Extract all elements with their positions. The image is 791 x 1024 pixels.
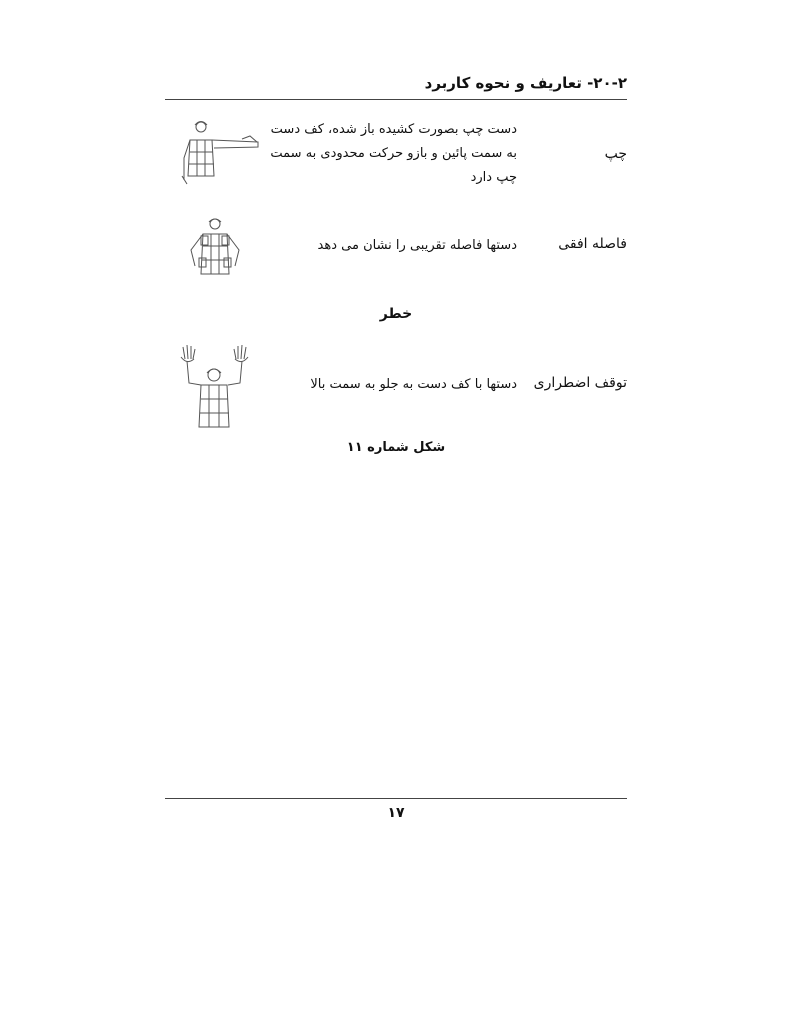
- header-divider: [165, 99, 627, 100]
- signal-term: توقف اضطراری: [533, 375, 627, 391]
- horizontal-distance-person-icon: [185, 216, 245, 280]
- signal-row-emergency-stop: [165, 345, 627, 435]
- footer-divider: [165, 798, 627, 799]
- figure-caption: شکل شماره ۱۱: [346, 440, 446, 455]
- signal-description: دستها با کف دست به جلو به سمت بالا: [310, 377, 517, 392]
- signal-description: دست چپ بصورت کشیده باز شده، کف دست به سمت پائین و بازو حرکت محدودی به سمت چپ دارد: [270, 122, 517, 185]
- page-header-title: ۲۰-۲- تعاریف و نحوه کاربرد: [424, 74, 627, 92]
- signal-description: دستها فاصله تقریبی را نشان می دهد: [317, 238, 517, 253]
- left-signal-person-icon: [170, 118, 265, 188]
- signal-row-horizontal-distance: [165, 212, 627, 282]
- emergency-stop-person-icon: [177, 345, 252, 431]
- signal-term: فاصله افقی: [558, 236, 627, 252]
- section-title-danger: خطر: [379, 306, 413, 322]
- signal-term: چپ: [604, 146, 627, 162]
- signal-row-left: [165, 118, 627, 198]
- page-number: ۱۷: [387, 805, 405, 821]
